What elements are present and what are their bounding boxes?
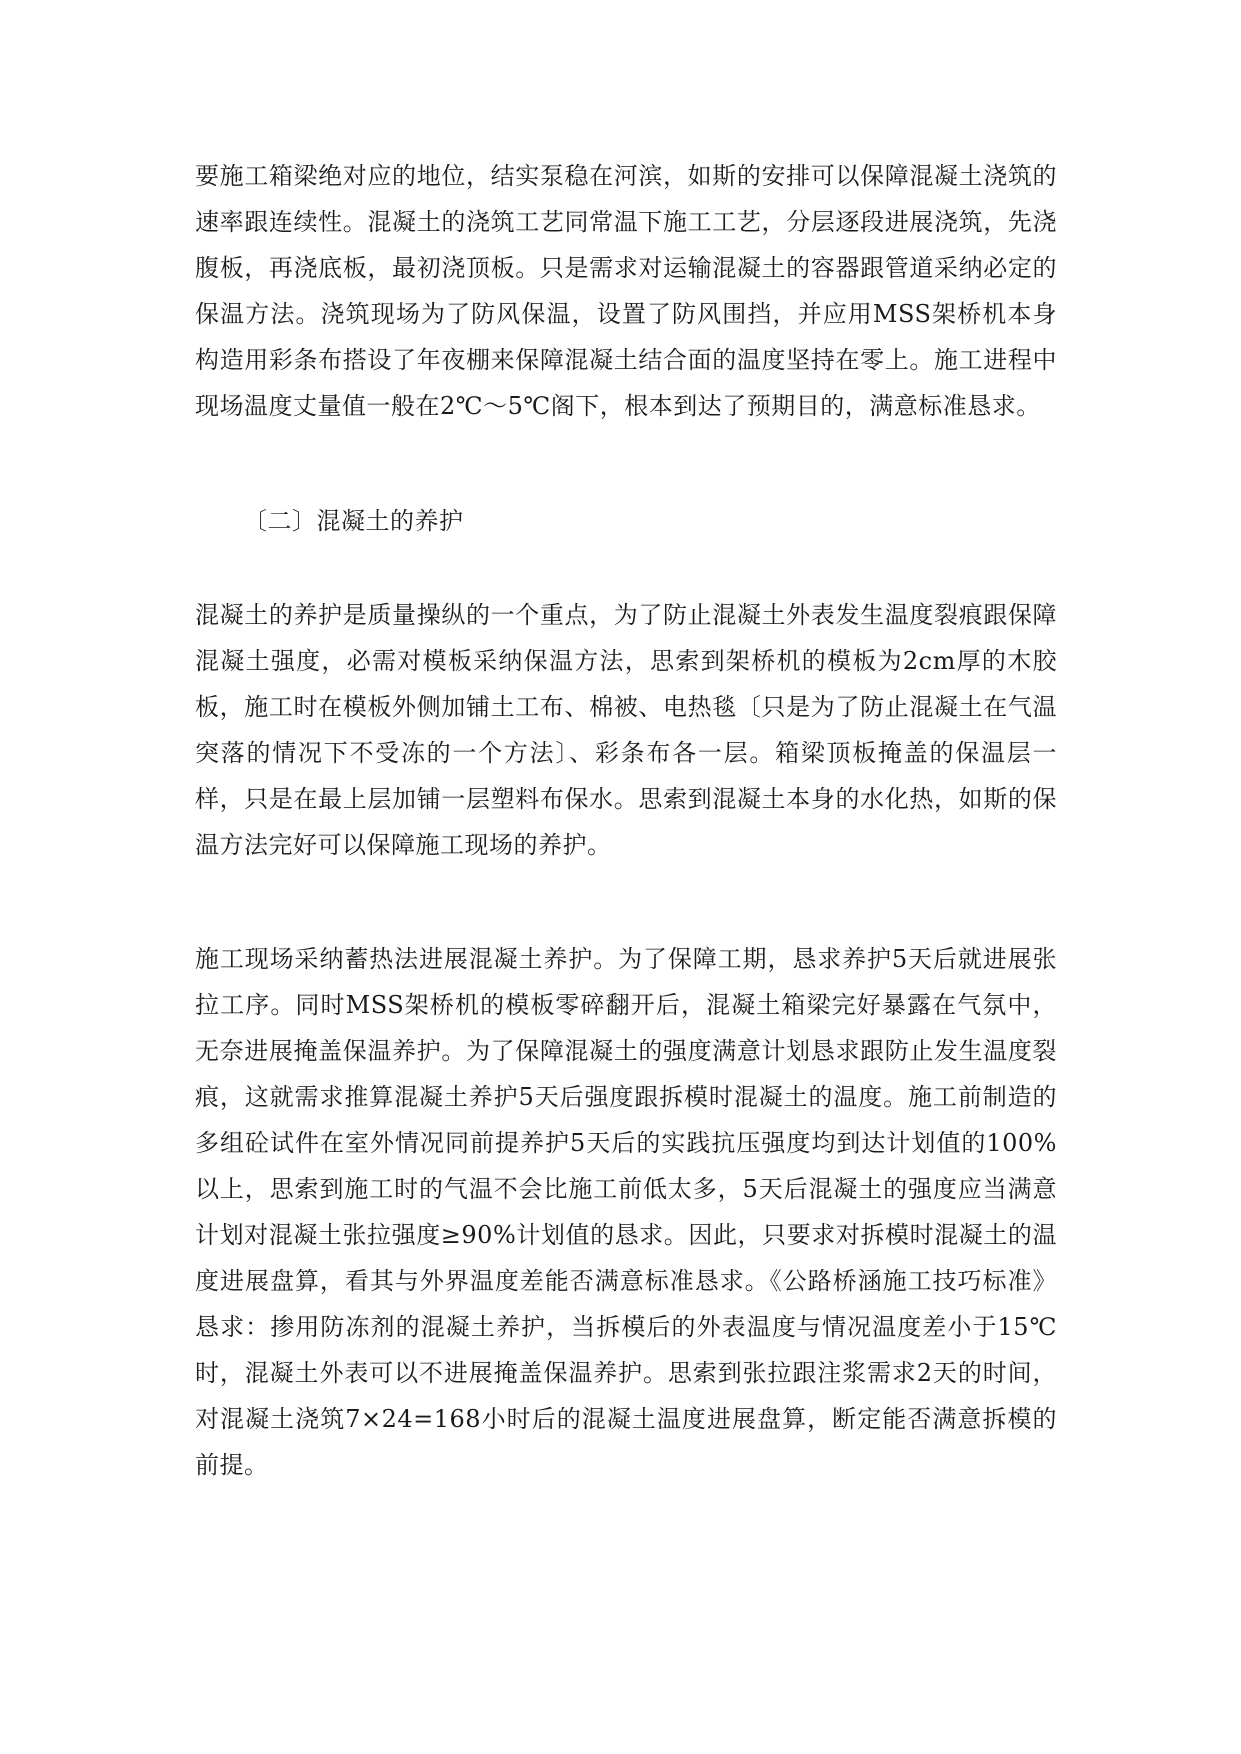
- paragraph-heat-storage-curing: 施工现场采纳蓄热法进展混凝土养护。为了保障工期，恳求养护5天后就进展张拉工序。同时MSS架桥机的模板零碎翻开后，混凝土箱梁完好暴露在气氛中，无奈进展掩盖保温养护。为了保障混凝土的强度满意计划恳求跟防止发生温度裂痕，这就需求推算混凝土养护5天后强度跟拆模时混凝土的温度。施工前制造的多组砼试件在室外情况同前提养护5天后的实践抗压强度均到达计划值的100%以上，思索到施工时的气温不会比施工前低太多，5天后混凝土的强度应当满意计划对混凝土张拉强度≥90%计划值的恳求。因此，只要求对拆模时混凝土的温度进展盘算，看其与外界温度差能否满意标准恳求。《公路桥涵施工技巧标准》恳求：掺用防冻剂的混凝土养护，当拆模后的外表温度与情况温度差小于15℃时，混凝土外表可以不进展掩盖保温养护。思索到张拉跟注浆需求2天的时间，对混凝土浇筑7×24=168小时后的混凝土温度进展盘算，断定能否满意拆模的前提。: [195, 945, 1057, 1479]
- paragraph-curing-insulation: 混凝土的养护是质量操纵的一个重点，为了防止混凝土外表发生温度裂痕跟保障混凝土强度，必需对模板采纳保温方法，思索到架桥机的模板为2cm厚的木胶板，施工时在模板外侧加铺土工布、棉被、电热毯〔只是为了防止混凝土在气温突落的情况下不受冻的一个方法〕、彩条布各一层。箱梁顶板掩盖的保温层一样，只是在最上层加铺一层塑料布保水。思索到混凝土本身的水化热，如斯的保温方法完好可以保障施工现场的养护。: [195, 601, 1057, 859]
- paragraph-concrete-pouring: 要施工箱梁绝对应的地位，结实泵稳在河滨，如斯的安排可以保障混凝土浇筑的速率跟连续性。混凝土的浇筑工艺同常温下施工工艺，分层逐段进展浇筑，先浇腹板，再浇底板，最初浇顶板。只是需求对运输混凝土的容器跟管道采纳必定的保温方法。浇筑现场为了防风保温，设置了防风围挡，并应用MSS架桥机本身构造用彩条布搭设了年夜棚来保障混凝土结合面的温度坚持在零上。施工进程中现场温度丈量值一般在2℃～5℃阁下，根本到达了预期目的，满意标准恳求。: [195, 162, 1057, 420]
- section-heading-curing: 〔二〕混凝土的养护: [243, 507, 464, 535]
